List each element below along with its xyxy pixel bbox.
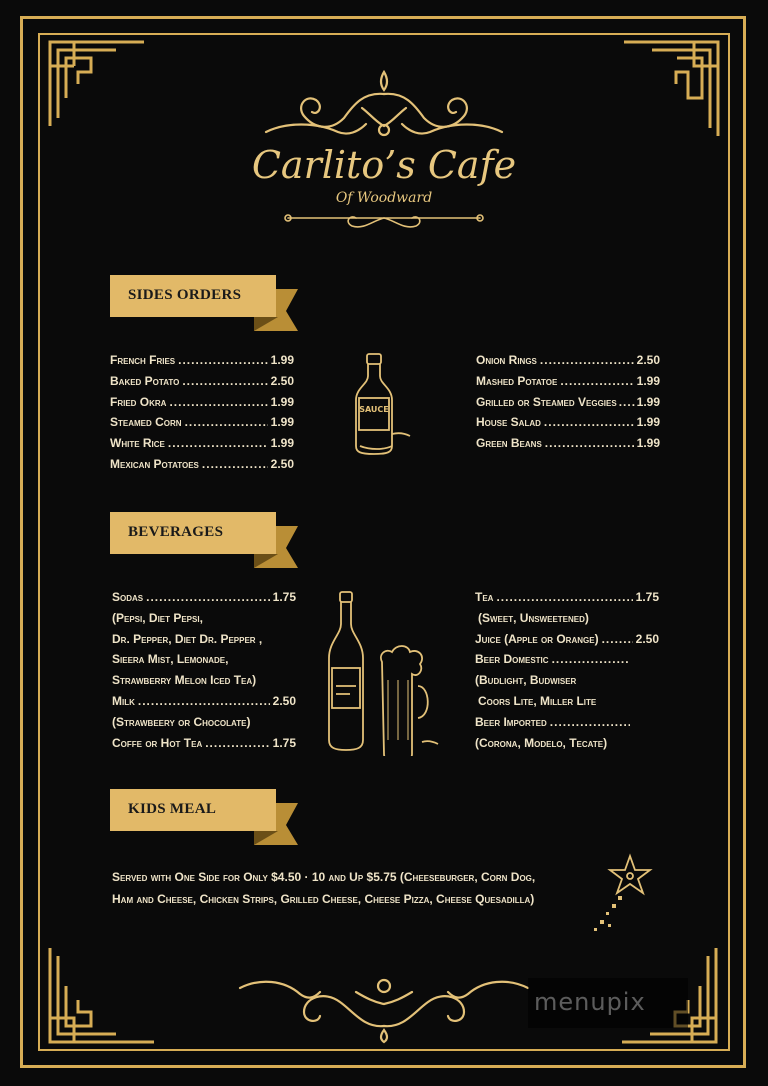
dot-leader (205, 736, 269, 750)
item-price: 1.75 (635, 590, 659, 604)
menu-item (476, 374, 660, 395)
menu-item-note: (Strawbeery or Chocolate) (112, 714, 251, 729)
dot-leader (182, 374, 267, 388)
item-price: 1.99 (636, 415, 660, 430)
item-name: Onion Rings (476, 353, 537, 367)
dot-leader (202, 457, 268, 471)
dot-leader (540, 353, 634, 367)
menu-item (476, 353, 660, 374)
item-price: 1.75 (272, 735, 296, 750)
dot-leader (560, 374, 633, 388)
item-name: Grilled or Steamed Veggies (476, 394, 617, 409)
kids-meal-line: Served with One Side for Only $4.50 · 10 and Up $5.75 (Cheeseburger, Corn Dog, (112, 870, 536, 884)
menu-item (110, 457, 294, 478)
sides-right-list (476, 353, 660, 457)
item-price: 2.50 (636, 353, 660, 367)
kids-meal-description (112, 866, 612, 910)
menu-item-note: Coors Lite, Miller Lite (478, 693, 597, 708)
corner-ornament-bottom-left (46, 946, 156, 1046)
item-name: Green Beans (476, 436, 542, 451)
item-price: 1.99 (636, 373, 660, 388)
sides-heading: SIDES ORDERS (128, 287, 242, 303)
menu-item-note: Dr. Pepper, Diet Dr. Pepper , (112, 631, 263, 646)
item-price: 1.99 (270, 394, 294, 409)
item-price: 2.50 (270, 456, 294, 471)
menu-item-note: (Corona, Modelo, Tecate) (475, 735, 608, 750)
item-price: 1.75 (272, 590, 296, 604)
menu-item (475, 632, 659, 653)
dot-leader (544, 415, 634, 429)
menu-item (112, 736, 296, 757)
footer-flourish-icon (236, 972, 532, 1044)
dot-leader (185, 415, 268, 429)
item-name: Baked Potato (110, 373, 180, 388)
dot-leader (146, 590, 270, 604)
menu-item (110, 353, 294, 374)
item-name: Tea (475, 590, 494, 604)
item-price: 1.99 (270, 415, 294, 430)
menu-item-note: (Budlight, Budwiser (475, 673, 577, 688)
header-flourish-icon (262, 68, 506, 144)
watermark (528, 978, 688, 1028)
cafe-title: Carlito’s Cafe (251, 143, 517, 187)
title-underline-flourish-icon (280, 206, 488, 236)
kids-meal-line: Ham and Cheese, Chicken Strips, Grilled Cheese, Cheese Pizza, Cheese Quesadilla) (112, 892, 535, 906)
beverages-heading: BEVERAGES (128, 524, 224, 540)
dot-leader (138, 694, 270, 708)
star-icon (590, 852, 656, 934)
beer-bottle-and-glass-icon (326, 590, 440, 756)
sides-left-list (110, 353, 294, 478)
item-price: 1.99 (270, 353, 294, 367)
menu-item (475, 652, 633, 673)
item-name: Milk (112, 693, 135, 708)
item-name: Juice (Apple or Orange) (475, 631, 599, 646)
item-name: White Rice (110, 436, 165, 451)
menu-item-note: Sieera Mist, Lemonade, (112, 652, 229, 667)
item-name: Fried Okra (110, 394, 167, 409)
item-name: French Fries (110, 353, 176, 367)
item-name: Steamed Corn (110, 415, 182, 430)
item-price: 1.99 (636, 394, 660, 409)
beverages-banner (110, 512, 300, 570)
menu-item (476, 436, 660, 457)
item-name: Mexican Potatoes (110, 456, 199, 471)
menu-item (112, 694, 296, 715)
menu-item (475, 715, 633, 736)
menu-item (110, 436, 294, 457)
menu-item (110, 395, 294, 416)
item-price: 2.50 (270, 373, 294, 388)
dot-leader (550, 715, 630, 729)
dot-leader (619, 395, 635, 409)
item-price: 2.50 (272, 693, 296, 708)
dot-leader (552, 652, 630, 666)
item-price: 1.99 (636, 436, 660, 451)
menu-item (475, 590, 659, 611)
menu-item (110, 374, 294, 395)
menu-item-note: (Sweet, Unsweetened) (478, 610, 589, 625)
item-name: Sodas (112, 590, 144, 604)
dot-leader (178, 353, 268, 367)
cafe-subtitle: Of Woodward (335, 190, 433, 206)
dot-leader (169, 395, 267, 409)
sides-banner (110, 275, 300, 333)
dot-leader (545, 436, 634, 450)
corner-ornament-top-left (46, 38, 146, 128)
item-name: Coffe or Hot Tea (112, 735, 203, 750)
watermark-text: menupix (534, 988, 646, 1016)
svg-text:SAUCE: SAUCE (359, 405, 389, 414)
item-name: House Salad (476, 415, 541, 430)
item-price: 2.50 (635, 631, 659, 646)
corner-ornament-top-right (622, 38, 722, 138)
dot-leader (602, 632, 633, 646)
kids-banner (110, 789, 300, 847)
menu-item (112, 590, 296, 611)
menu-item (476, 395, 660, 416)
dot-leader (168, 436, 268, 450)
item-name: Beer Imported (475, 714, 547, 729)
dot-leader (496, 590, 632, 604)
beverages-left-list (112, 590, 296, 756)
item-price: 1.99 (270, 436, 294, 451)
menu-item-note: Strawberry Melon Iced Tea) (112, 673, 257, 688)
sauce-bottle-icon (350, 350, 414, 456)
menu-item-note: (Pepsi, Diet Pepsi, (112, 610, 203, 625)
menu-item (476, 415, 660, 436)
beverages-right-list (475, 590, 659, 756)
menu-item (110, 415, 294, 436)
item-name: Mashed Potatoe (476, 373, 558, 388)
kids-heading: KIDS MEAL (128, 801, 217, 817)
item-name: Beer Domestic (475, 652, 549, 667)
